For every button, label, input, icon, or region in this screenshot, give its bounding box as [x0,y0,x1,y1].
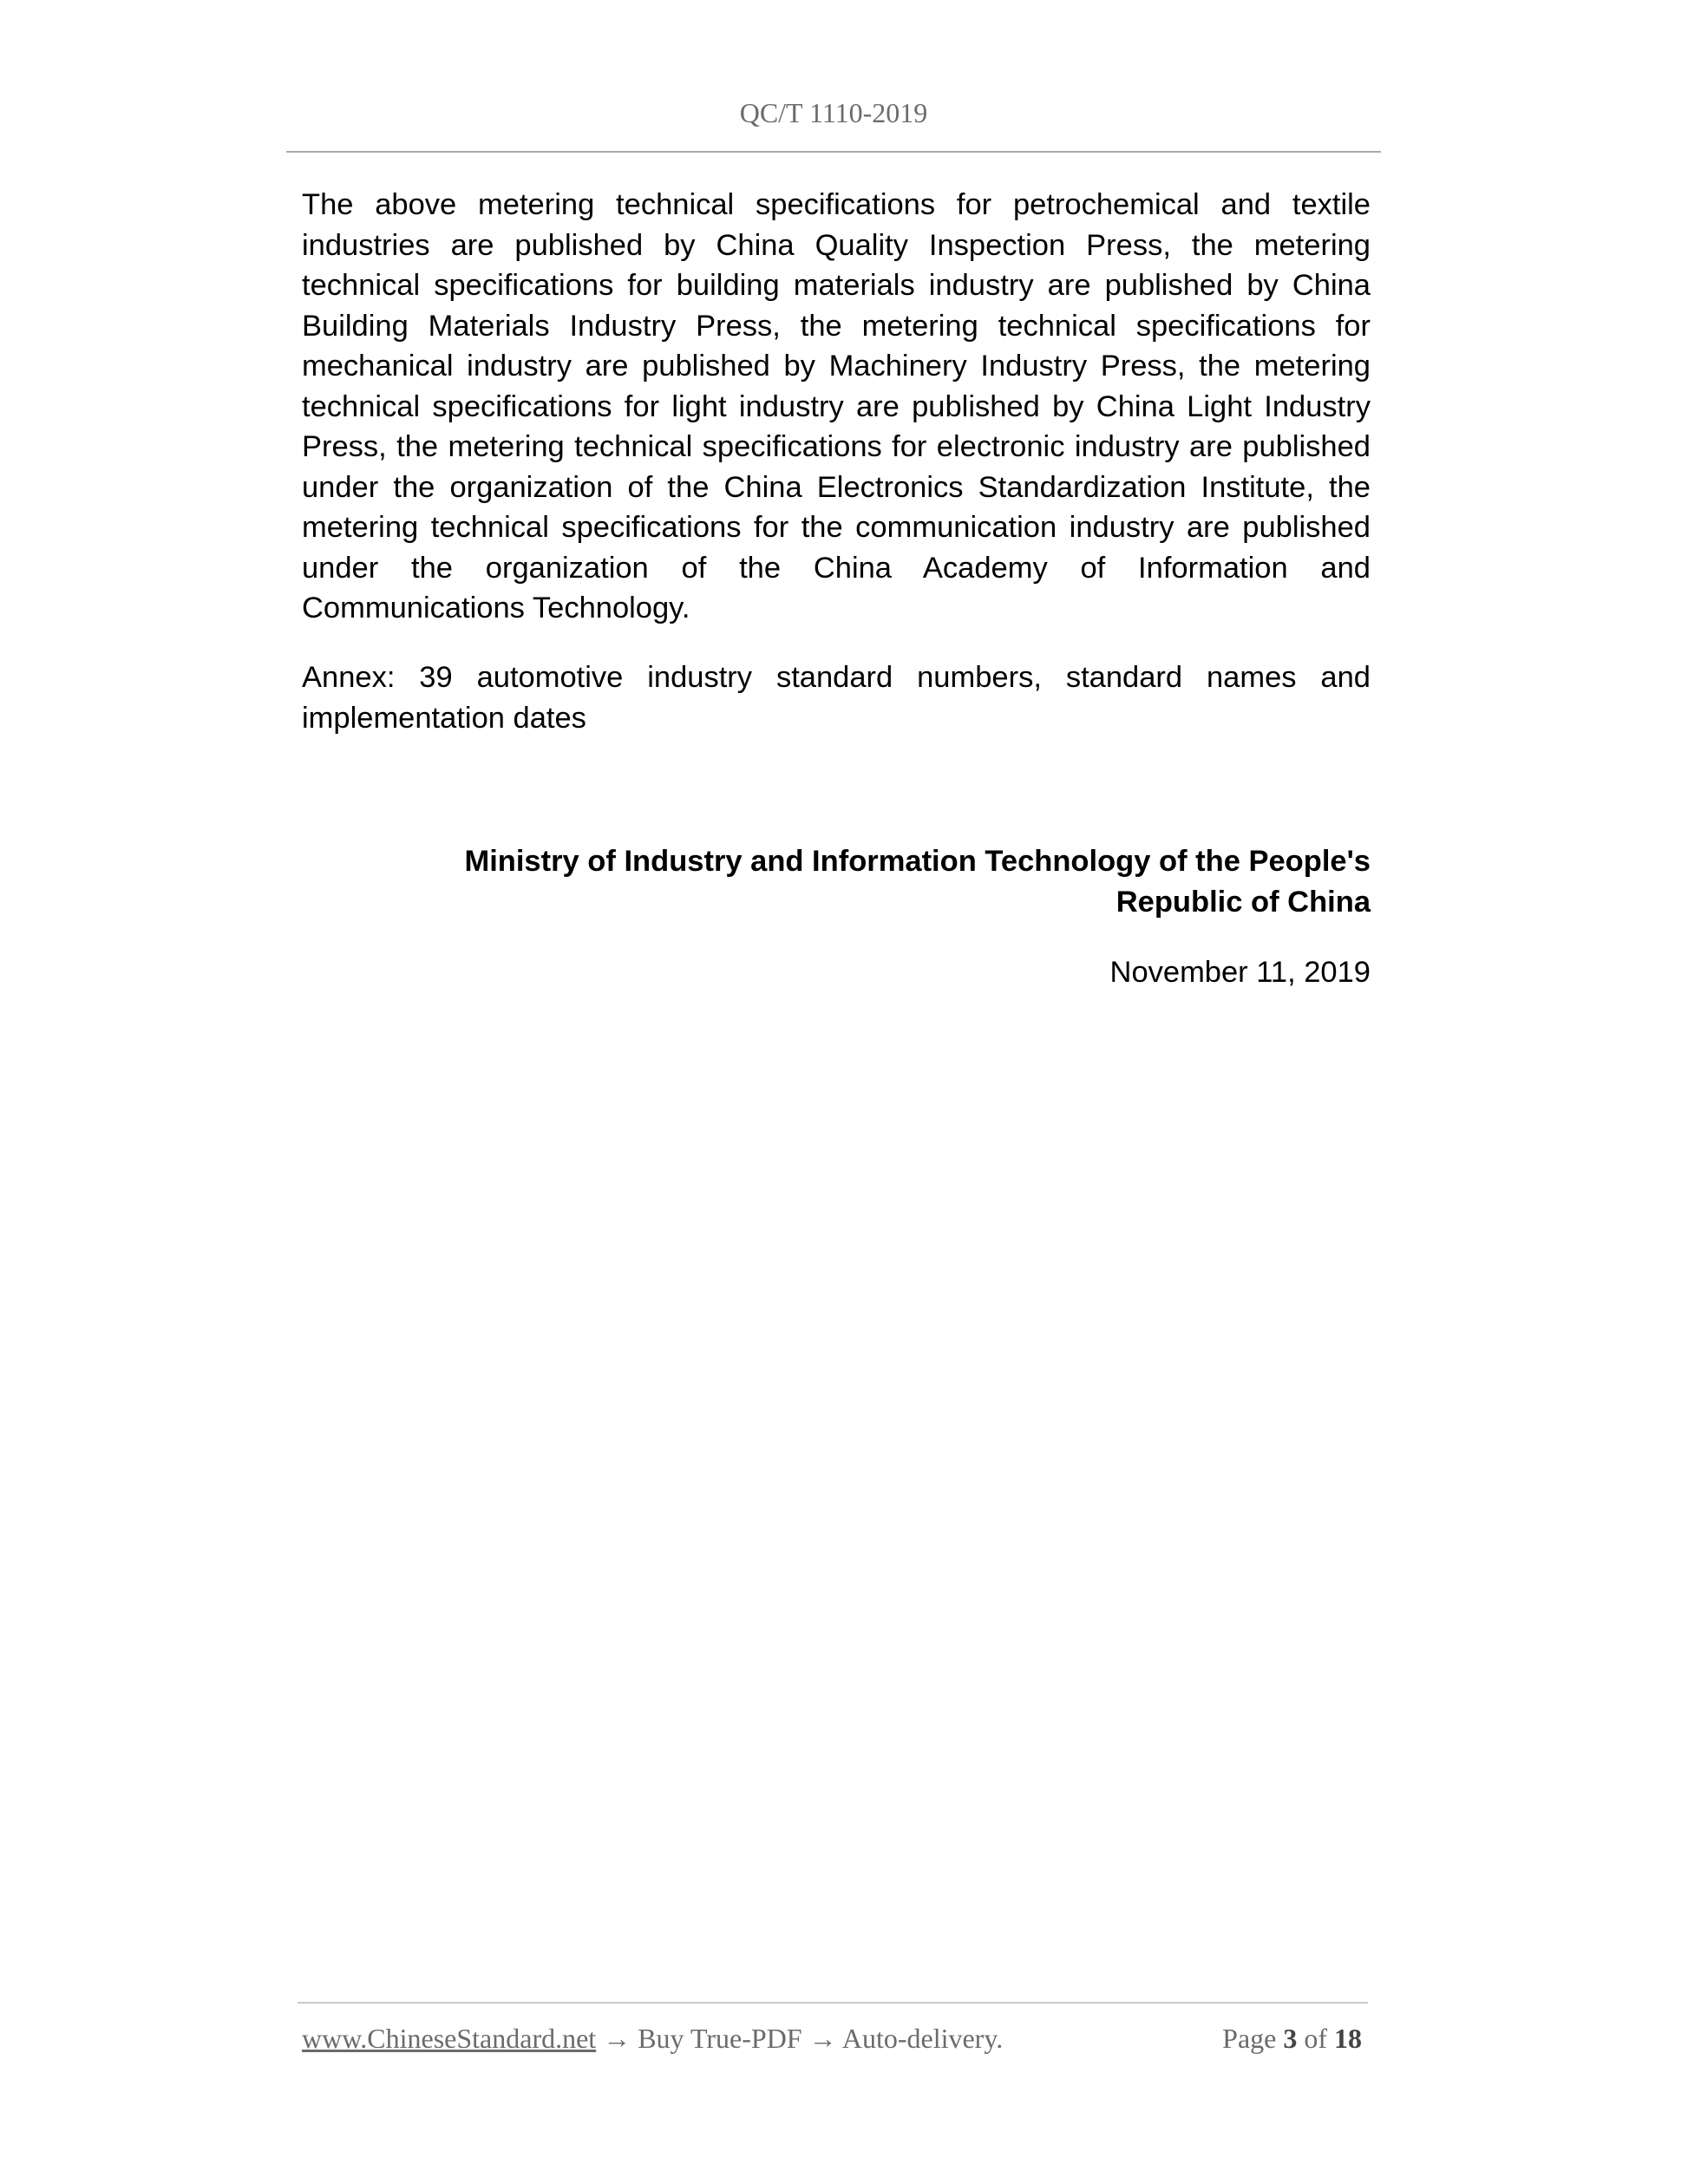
issue-date: November 11, 2019 [1109,956,1371,989]
of-label: of [1304,2023,1327,2054]
issuing-authority-line-2: Republic of China [1116,885,1371,919]
page-indicator [1222,2023,1362,2055]
document-header: QC/T 1110-2019 [739,97,928,128]
buy-pdf-text: Buy True-PDF [638,2023,802,2054]
arrow-right-icon: → [603,2023,631,2054]
header-divider [286,151,1381,153]
footer-promo [302,2023,1003,2055]
arrow-right-icon: → [808,2023,837,2054]
issuing-authority-line-1: Ministry of Industry and Information Technology of the People's [464,845,1371,878]
auto-delivery-text: Auto-delivery. [841,2023,1004,2054]
body-paragraph-annex: Annex: 39 automotive industry standard numbers, standard names and implementation dates [302,661,1371,735]
issuing-authority [399,841,1371,922]
page-label: Page [1222,2023,1277,2054]
footer-divider [298,2002,1368,2004]
current-page-number: 3 [1283,2023,1298,2054]
website-link[interactable]: www.ChineseStandard.net [302,2023,597,2054]
total-pages-number: 18 [1334,2023,1362,2054]
body-paragraph-1: The above metering technical specifications for petrochemical and textile industries are published by China Quality Inspection Press, the metering technical specifications for building materials industry are published by China Building Materials Industry Press, the metering technical specifications for mechanical industry are published by Machinery Industry Press, the metering technical specifications for light industry are published by China Light Industry Press, the metering technical specifications for electronic industry are published under the organization of the China Electronics Standardization Institute, the metering technical specifications for the communication industry are published under the organization of the China Academy of Information and Communications Technology. [302,188,1371,624]
